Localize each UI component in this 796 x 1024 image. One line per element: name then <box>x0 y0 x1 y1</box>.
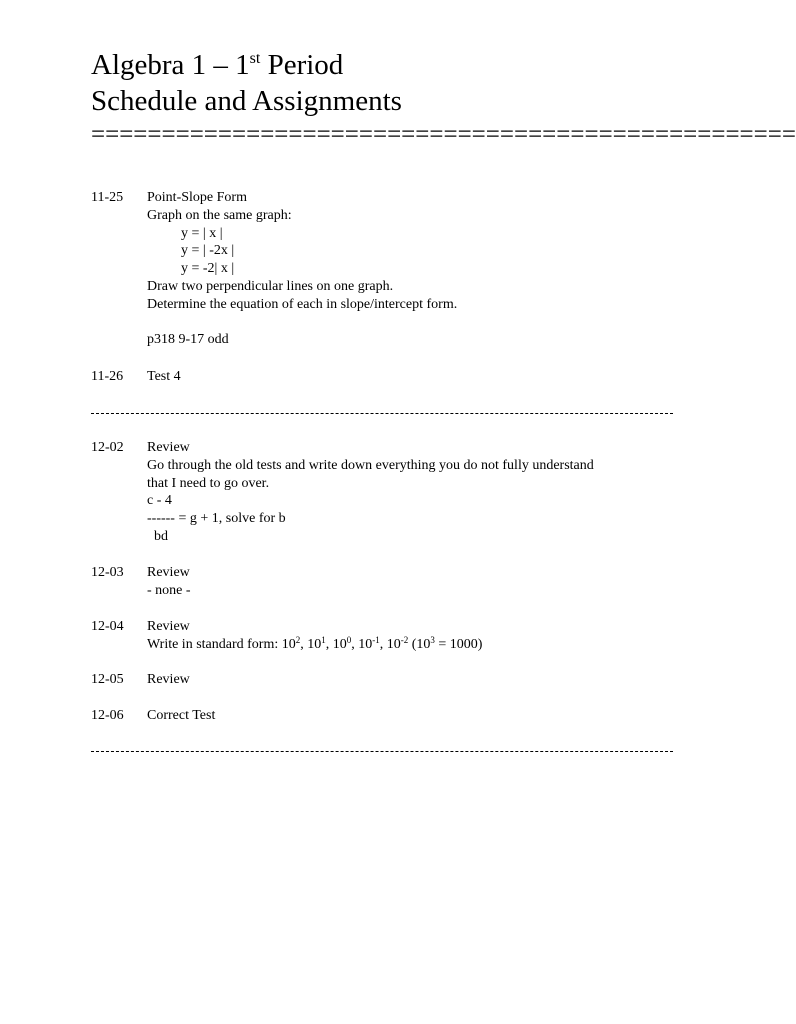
entry-line: Review <box>147 440 190 455</box>
entry-line: Go through the old tests and write down everything you do not fully understand <box>147 457 594 473</box>
entry-lines <box>147 671 687 689</box>
entry-date: 12-02 <box>91 440 124 455</box>
entry-line: Test 4 <box>147 369 181 384</box>
dashed-divider <box>91 413 673 414</box>
entry-date: 12-03 <box>91 565 124 580</box>
entry-date: 11-26 <box>91 369 124 384</box>
entry-line: Draw two perpendicular lines on one graph. <box>147 278 394 294</box>
entry-line: bd <box>154 528 168 544</box>
power-of-ten: $10^1$ <box>307 634 326 652</box>
entry-lines <box>147 189 687 349</box>
title-superscript: st <box>249 50 261 67</box>
entry-line: ------ = g + 1, solve for b <box>147 511 286 527</box>
entry-line: Review <box>147 672 190 687</box>
entry-line: y = | -2x | <box>181 243 235 259</box>
page-title <box>91 47 343 88</box>
entry-line: y = -2| x | <box>181 261 235 277</box>
power-of-ten: $10^{-1}$ <box>358 634 380 652</box>
entry-line: - none - <box>147 582 191 598</box>
entry-date: 12-05 <box>91 672 124 687</box>
entry-lines <box>147 439 687 546</box>
entry-line: Correct Test <box>147 708 216 723</box>
entry-line: y = | x | <box>181 225 223 241</box>
power-of-ten: $10^0$ <box>332 634 352 652</box>
power-of-ten: $10^2$ <box>281 634 301 652</box>
page-subtitle: Schedule and Assignments <box>91 85 402 117</box>
standard-form-prefix: Write in standard form: <box>147 636 282 652</box>
entry-line: that I need to go over. <box>147 475 270 491</box>
power-of-ten: $10^3$ <box>416 634 435 652</box>
title-prefix: Algebra 1 – 1 <box>91 49 250 81</box>
entry-date: 12-06 <box>91 708 124 723</box>
entry-line: Graph on the same graph: <box>147 207 292 223</box>
power-of-ten: $10^{-2}$ <box>386 634 409 652</box>
entry-line: c - 4 <box>147 493 172 509</box>
dashed-divider <box>91 751 673 752</box>
entry-line: Review <box>147 619 190 634</box>
standard-form-line: Write in standard form: $10^2$, $10^1$, $10^0$, $10^{-1}$, $10^{-2}$ $(10^3 = 1000)$ <box>147 634 483 652</box>
entry-line: Determine the equation of each in slope/intercept form. <box>147 296 458 312</box>
entry-lines <box>147 368 687 386</box>
entry-date: 11-25 <box>91 190 124 205</box>
entry-line: Review <box>147 565 190 580</box>
title-suffix: Period <box>260 49 344 81</box>
entry-line: p318 9-17 odd <box>147 332 229 348</box>
entry-lines <box>147 564 687 600</box>
entry-line: Point-Slope Form <box>147 190 247 205</box>
equals-divider: ================================================== <box>91 121 796 148</box>
entry-date: 12-04 <box>91 619 124 634</box>
entry-lines <box>147 707 687 725</box>
entry-lines <box>147 618 687 654</box>
